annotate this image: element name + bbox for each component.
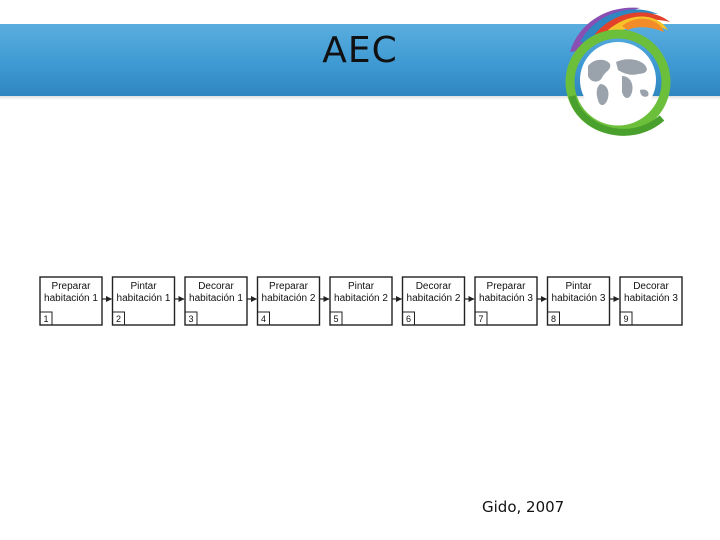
activity-label-line1: Decorar xyxy=(415,281,452,292)
activity-number: 5 xyxy=(333,314,339,324)
activity-node xyxy=(548,277,610,325)
activity-number: 3 xyxy=(188,314,194,324)
activity-label-line1: Preparar xyxy=(486,281,526,292)
activity-node xyxy=(40,277,102,325)
activity-label-line2: habitación 3 xyxy=(551,293,606,304)
activity-number: 7 xyxy=(478,314,484,324)
activity-number: 4 xyxy=(260,314,267,324)
activity-label-line1: Preparar xyxy=(51,281,91,292)
activity-node xyxy=(258,277,320,325)
activity-label-line2: habitación 1 xyxy=(189,293,243,304)
activity-number: 9 xyxy=(623,314,629,324)
activity-number: 2 xyxy=(115,314,122,324)
activity-label-line1: Pintar xyxy=(347,281,375,292)
citation: Gido, 2007 xyxy=(482,498,565,516)
activity-label-line2: habitación 1 xyxy=(116,293,171,304)
activity-label-line2: habitación 2 xyxy=(406,293,461,304)
activity-label-line2: habitación 2 xyxy=(261,293,316,304)
activity-label-line2: habitación 2 xyxy=(334,293,388,304)
activity-label-line2: habitación 1 xyxy=(44,293,98,304)
activity-number: 6 xyxy=(405,314,412,324)
activity-node xyxy=(330,277,392,325)
activity-node xyxy=(620,277,682,325)
activity-label-line2: habitación 3 xyxy=(624,293,678,304)
activity-label-line1: Decorar xyxy=(633,281,669,292)
activity-node xyxy=(185,277,247,325)
activity-label-line1: Preparar xyxy=(269,281,308,292)
activity-label-line2: habitación 3 xyxy=(479,293,533,304)
activity-number: 8 xyxy=(550,314,557,324)
activity-label-line1: Pintar xyxy=(130,281,157,292)
activity-label-line1: Pintar xyxy=(565,281,592,292)
activity-node xyxy=(113,277,175,325)
activity-node xyxy=(475,277,537,325)
slide-title: AEC xyxy=(322,30,398,71)
activity-label-line1: Decorar xyxy=(198,281,234,292)
activity-number: 1 xyxy=(43,314,49,324)
activity-node xyxy=(403,277,465,325)
